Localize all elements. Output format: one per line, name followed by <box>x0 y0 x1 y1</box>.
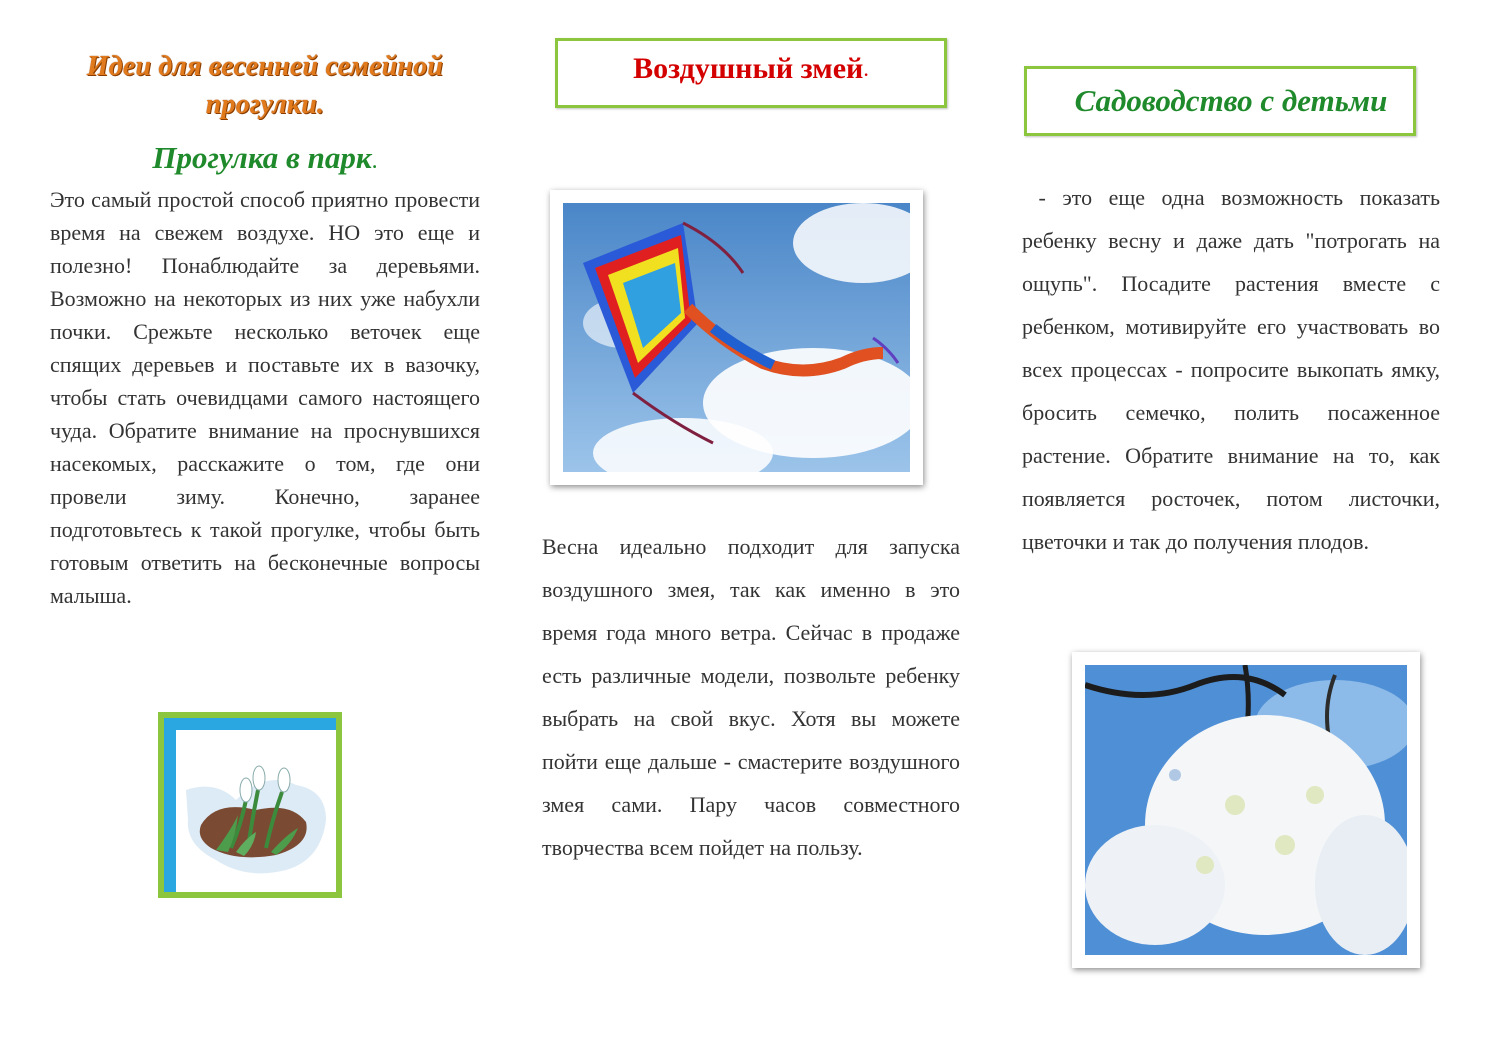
snowdrop-flower-illustration <box>158 712 342 898</box>
kite-title-dot: . <box>863 56 869 81</box>
kite-title: Воздушный змей <box>633 52 864 85</box>
main-heading: Идеи для весенней семейной прогулки. <box>86 51 444 120</box>
right-column <box>1022 66 1440 136</box>
kite-icon <box>563 203 910 472</box>
gardening-title: Садоводство с детьми <box>1074 83 1388 118</box>
blossom-icon <box>1085 665 1407 955</box>
middle-column <box>542 38 960 108</box>
kite-title-box <box>555 38 947 108</box>
kite-text: Весна идеально подходит для запуска воздушного змея, так как именно в это время года много ветра. Сейчас в продаже есть различные модели, позвольте ребенку выбрать на свой вкус. Хотя вы можете пойти еще дальше - смастерите воздушного змея сами. Пару часов совместного творчества всем пойдет на пользу. <box>542 534 960 860</box>
kite-photo <box>550 190 923 485</box>
park-walk-heading <box>50 138 480 181</box>
park-walk-text: Это самый простой способ приятно провести время на свежем воздухе. НО это еще и полезно! Понаблюдайте за деревьями. Возможно на некоторых из них уже набухли почки. Срежьте несколько веточек еще спящих деревьев и поставьте их в вазочку, чтобы стать очевидцами самого настоящего чуда. Обратите внимание на проснувшихся насекомых, расскажите о том, где они провели зиму. Конечно, заранее подготовьтесь к такой прогулке, чтобы быть готовым ответить на бесконечные вопросы малыша. <box>50 187 480 608</box>
park-walk-heading-text: Прогулка в парк <box>152 140 372 175</box>
gardening-text: - это еще одна возможность показать ребенку весну и даже дать "потрогать на ощупь". Посадите растения вместе с ребенком, мотивируйте его участвовать во всех процессах - попросите выкопать ямку, бросить семечко, полить посаженное растение. Обратите внимание на то, как появляется росточек, потом листочки, цветочки и так до получения плодов. <box>1022 185 1446 554</box>
snowdrop-icon <box>176 730 336 892</box>
park-walk-heading-dot: . <box>371 148 378 174</box>
gardening-text-wrap <box>1022 176 1446 563</box>
gardening-title-box <box>1024 66 1416 136</box>
kite-text-wrap <box>542 525 960 869</box>
left-column <box>50 48 480 612</box>
blossom-photo <box>1072 652 1420 968</box>
